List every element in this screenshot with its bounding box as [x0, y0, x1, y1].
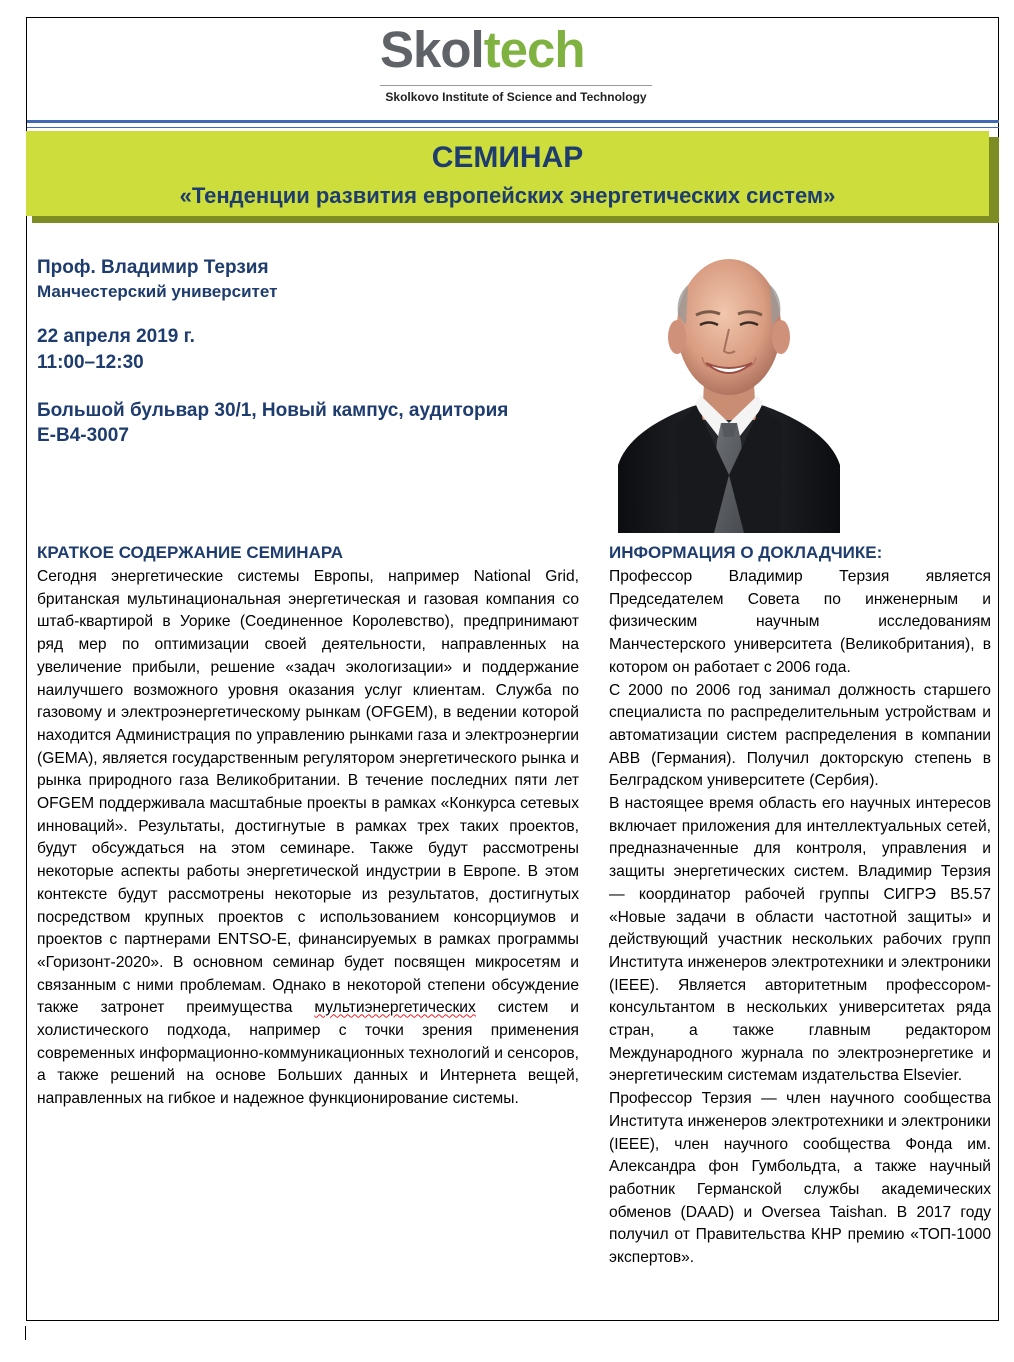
speaker-info-paragraph-2: С 2000 по 2006 год занимал должность старшего специалиста по распределительным устройствам и автоматизации систем распределения в компании ABB (Германия). Получил докторскую степень в Белградском университете (Сербия).	[609, 681, 991, 790]
summary-text-part1: Сегодня энергетические системы Европы, например National Grid, британская мультинациональная энергетическая и газовая компания со штаб-квартирой в Уорике (Соединенное Королевство), предпринимают ряд мер по оптимизации своей деятельности, направленных на увеличение прибыли, решение «задач экологизации» и поддержание наилучшего возможного уровня оказания услуг клиентам. Служба по газовому и электроэнергетическому рынкам (OFGEM), в ведении которой находится Администрация по управлению рынками газа и электроэнергии (GEMA), является государственным регулятором энергетического рынка и рынка природного газа Великобритании. В течение последних пяти лет OFGEM поддерживала масштабные проекты в рамках «Конкурса сетевых инноваций». Результаты, достигнутые в рамках трех таких проектов, будут обсуждаться на этом семинаре. Также будут рассмотрены некоторые аспекты работы энергетической индустрии в Европе. В этом контексте будут рассмотрены некоторые из результатов, достигнутых посредством крупных проектов с использованием консорциумов и проектов с партнерами ENTSO-E, финансируемых в рамках программы «Горизонт-2020». В основном семинар будет посвящен микросетям и связанным с ними проблемам. Однако в некоторой степени обсуждение также затронет преимущества	[37, 568, 579, 1017]
header-rule-thin	[27, 127, 999, 128]
text-cursor	[25, 1326, 26, 1340]
event-date: 22 апреля 2019 г.	[37, 326, 195, 347]
summary-paragraph	[37, 566, 579, 1111]
seminar-banner	[26, 131, 999, 223]
seminar-title: СЕМИНАР	[431, 141, 584, 174]
summary-misspelled-word: мультиэнергетических	[314, 999, 476, 1017]
speaker-name: Проф. Владимир Терзия	[37, 257, 269, 278]
summary-heading: КРАТКОЕ СОДЕРЖАНИЕ СЕМИНАРА	[37, 543, 343, 562]
event-time: 11:00–12:30	[37, 352, 144, 373]
speaker-info-body	[609, 566, 991, 1270]
event-venue: Большой бульвар 30/1, Новый кампус, аудитория	[37, 400, 509, 421]
banner-shadow-bottom	[32, 216, 999, 223]
speaker-info-heading: ИНФОРМАЦИЯ О ДОКЛАДЧИКЕ:	[609, 543, 883, 562]
speaker-info-paragraph-4: Профессор Терзия — член научного сообщества Института инженеров электротехники и электроники (IEEE), член научного сообщества Фонда им. Александра фон Гумбольдта, а также научный работник Германской службы академических обменов (DAAD) и Oversea Taishan. В 2017 году получил от Правительства КНР премию «ТОП-1000 экспертов».	[609, 1090, 991, 1267]
seminar-topic: «Тенденции развития европейских энергетических систем»	[179, 183, 836, 208]
event-room: E-B4-3007	[37, 425, 129, 446]
logo-wordmark-skol: Skol	[380, 21, 484, 78]
speaker-affiliation: Манчестерский университет	[37, 282, 278, 301]
banner-shadow-right	[989, 137, 999, 223]
logo-divider	[380, 85, 652, 86]
header-rule-thick	[27, 120, 999, 123]
logo-wordmark	[380, 22, 585, 78]
logo-subtitle: Skolkovo Institute of Science and Technology	[385, 90, 647, 104]
summary-body	[37, 566, 579, 1111]
speaker-info-paragraph-1: Профессор Владимир Терзия является Председателем Совета по инженерным и физическим научным исследованиям Манчестерского университета (Великобритания), в котором он работает с 2006 года.	[609, 568, 991, 676]
skoltech-logo	[380, 22, 652, 110]
speaker-photo	[618, 245, 840, 533]
speaker-info-paragraph-3: В настоящее время область его научных интересов включает приложения для интеллектуальных сетей, предназначенные для контроля, управления и защиты энергетических систем. Владимир Терзия — координатор рабочей группы СИГРЭ B5.57 «Новые задачи в области частотной защиты» и действующий участник нескольких рабочих групп Института инженеров электротехники и электроники (IEEE). Является авторитетным профессором-консультантом в нескольких университетах ряда стран, а также главным редактором Международного журнала по электроэнергетике и энергетическим системам издательства Elsevier.	[609, 795, 991, 1085]
summary-text-part2: систем и холистического подхода, например с точки зрения применения современных информационно-коммуникационных технологий и сенсоров, а также решений на основе Больших данных и Интернета вещей, направленных на гибкое и надежное функционирование системы.	[37, 999, 579, 1108]
logo-wordmark-tech: tech	[483, 21, 585, 78]
